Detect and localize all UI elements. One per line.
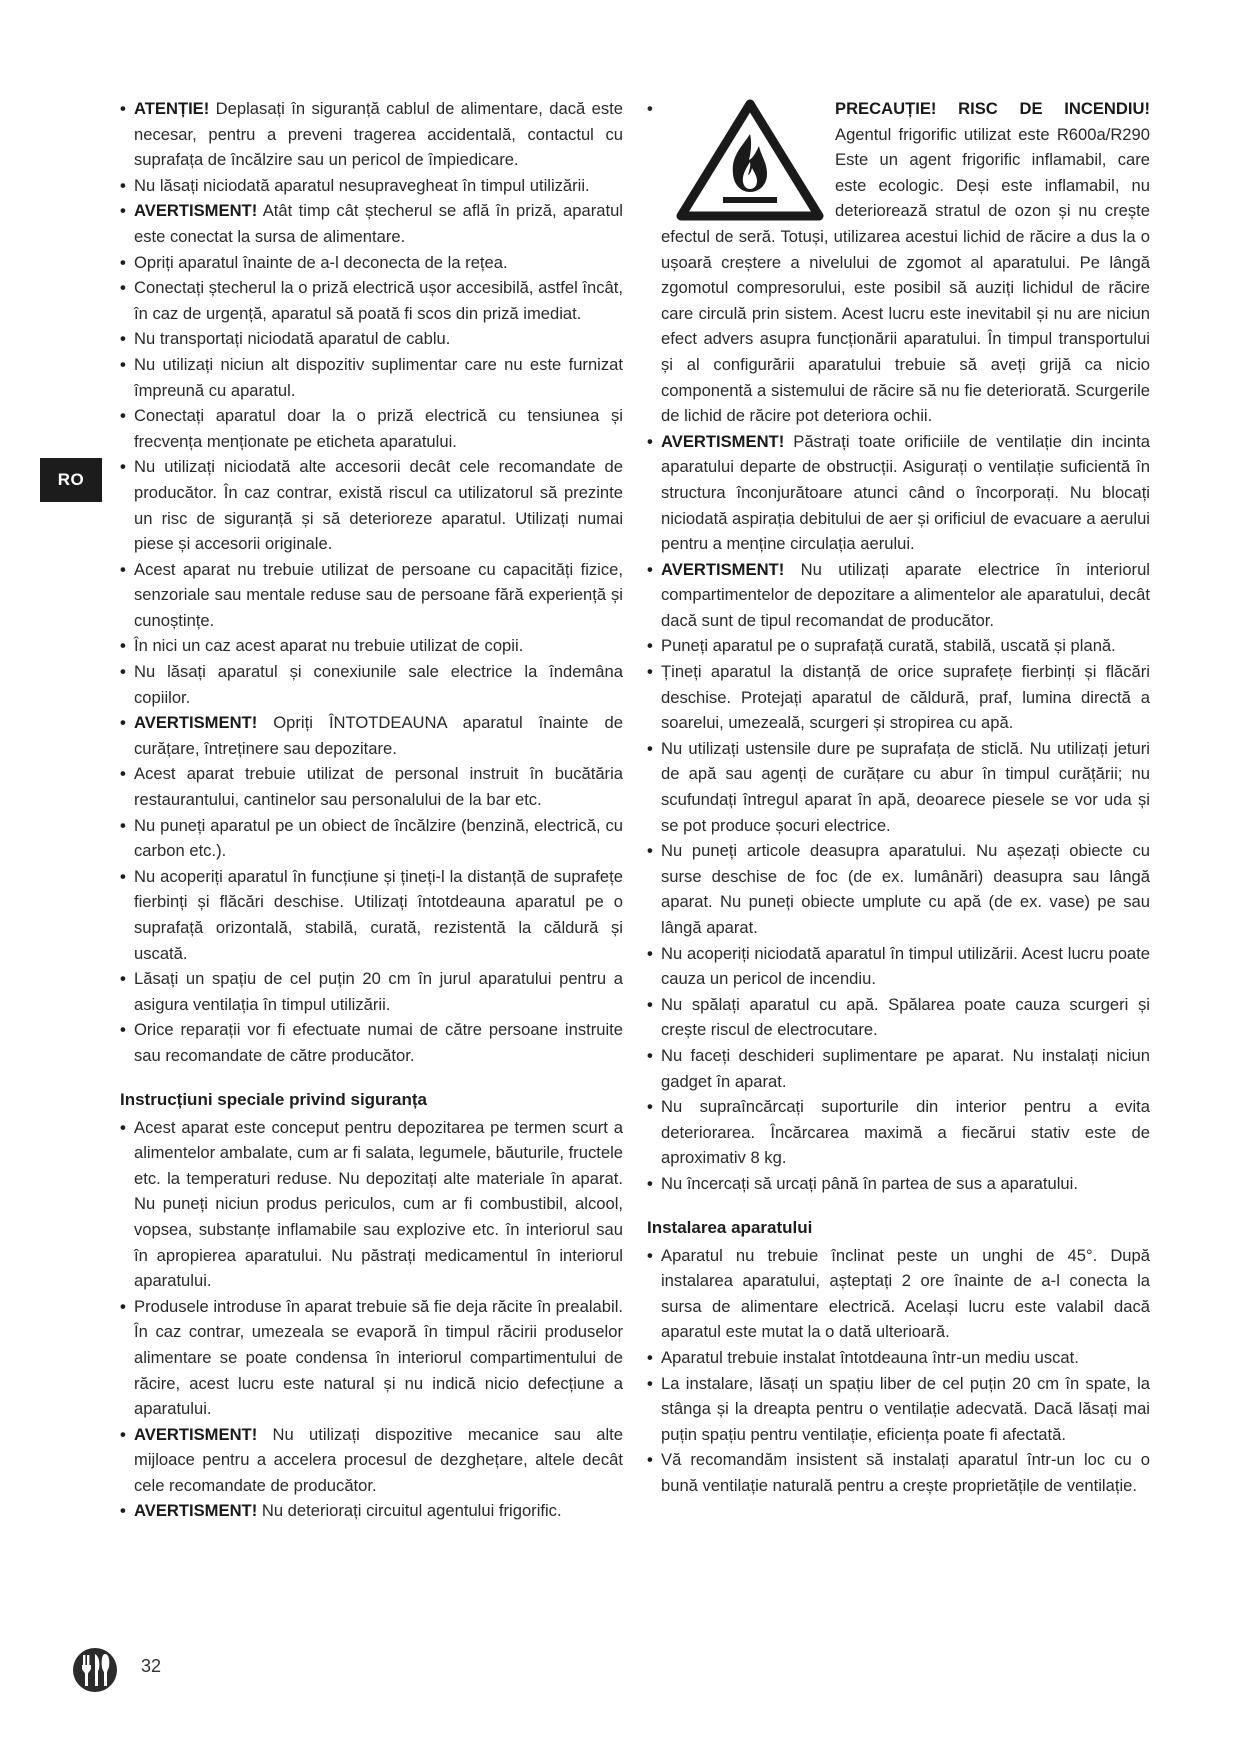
list-item: [120, 1294, 623, 1422]
special-instructions-heading: Instrucțiuni speciale privind siguranța: [120, 1089, 428, 1109]
list-item: [647, 941, 1150, 992]
list-item-text: Vă recomandăm insistent să instalați aparatul într-un loc cu o bună ventilație naturală pentru a crește proprietățile de ventilație.: [661, 1450, 1150, 1495]
right-safety-list: [647, 429, 1150, 1197]
list-item-text: Nu spălați aparatul cu apă. Spălarea poate cauza scurgeri și crește riscul de electrocutare.: [661, 994, 1150, 1040]
list-item: [647, 1043, 1150, 1094]
right-column: [647, 96, 1150, 1498]
page-number: 32: [141, 1656, 162, 1676]
list-item-text: În nici un caz acest aparat nu trebuie utilizat de copii.: [134, 636, 524, 656]
list-item: [120, 96, 623, 173]
list-item-text: Nu utilizați dispozitive mecanice sau alte mijloace pentru a accelera procesul de dezghețare, altele decât cele recomandate de producător.: [134, 1424, 623, 1495]
list-item: [120, 1498, 623, 1524]
left-column: [120, 96, 623, 1524]
list-item: [647, 1094, 1150, 1171]
list-item: [647, 429, 1150, 557]
list-item-text: Acest aparat este conceput pentru depozitarea pe termen scurt a alimentelor ambalate, cum ar fi salata, legumele, băuturile, fructele etc. la temperaturi reduse. Nu depozitați alte materiale în aparat. Nu puneți niciun produs periculos, cum ar fi combustibil, alcool, vopsea, substanțe inflamabile sau explozive etc. în interiorul sau în apropierea aparatului. Nu păstrați medicamentul în interiorul aparatului.: [134, 1117, 623, 1291]
special-instructions-list: [120, 1115, 623, 1525]
list-item-text: Nu acoperiți aparatul în funcțiune și țineți-l la distanță de suprafețe fierbinți și flăcări deschise. Utilizați întotdeauna aparatul pe o suprafață orizontală, stabilă, curată, rezistentă la căldură și uscată.: [134, 866, 623, 963]
list-item-text: Atât timp cât ștecherul se află în priză, aparatul este conectat la sursa de alimentare.: [134, 201, 623, 246]
list-item: [120, 633, 623, 659]
list-item-text: Conectați aparatul doar la o priză electrică cu tensiunea și frecvența menționate pe eticheta aparatului.: [134, 406, 623, 451]
installation-heading: Instalarea aparatului: [647, 1217, 813, 1237]
list-item: [120, 761, 623, 812]
warning-label: AVERTISMENT!: [134, 713, 258, 733]
list-item: [120, 966, 623, 1017]
list-item-text: Acest aparat trebuie utilizat de personal instruit în bucătăria restaurantului, cantinelor sau personalului de la bar etc.: [134, 764, 623, 810]
warning-label: AVERTISMENT!: [134, 201, 258, 221]
list-item-text: Nu lăsați aparatul și conexiunile sale electrice la îndemâna copiilor.: [134, 662, 623, 707]
list-item-text: La instalare, lăsați un spațiu liber de cel puțin 20 cm în spate, la stânga și la dreapta pentru o ventilație adecvată. Dacă lăsați mai puțin spațiu pentru ventilație, eficiența poate fi afectată.: [661, 1373, 1150, 1444]
list-item: [647, 557, 1150, 634]
list-item-text: Nu puneți aparatul pe un obiect de încălzire (benzină, electrică, cu carbon etc.).: [134, 815, 623, 861]
list-item: [120, 173, 623, 199]
fire-warning-item: [647, 96, 1150, 429]
installation-list: [647, 1243, 1150, 1499]
list-item: [120, 352, 623, 403]
language-tab: RO: [40, 458, 102, 502]
list-item-text: Nu utilizați niciun alt dispozitiv suplimentar care nu este furnizat împreună cu aparatul.: [134, 354, 623, 400]
list-item: [647, 1171, 1150, 1197]
list-item-text: Păstrați toate orificiile de ventilație din incinta aparatului departe de obstrucții. Asigurați o ventilație suficientă în structura înconjurătoare atunci când o încorporați. Nu blocați niciodată aspirația debitului de aer și orificiul de evacuare a aerului pentru a menține circulația aerului.: [661, 431, 1150, 554]
list-item: [120, 659, 623, 710]
list-item: [647, 992, 1150, 1043]
list-item-text: Nu lăsați niciodată aparatul nesupravegheat în timpul utilizării.: [134, 175, 590, 195]
fire-warning-text: Agentul frigorific utilizat este R600a/R290 Este un agent frigorific inflamabil, care este ecologic. Deși este inflamabil, nu deteriorează stratul de ozon și nu crește efectul de seră. Totuși, utilizarea acestui lichid de răcire a dus la o ușoară creștere a nivelului de zgomot al aparatului. Pe lângă zgomotul compresorului, este posibil să auziți lichidul de răcire care circulă prin sistem. Acest lucru este inevitabil și nu are niciun efect advers asupra funcționării aparatului. În timpul transportului și al configurării aparatului trebuie să aveți grijă ca nicio componentă a sistemului de răcire să nu fie deteriorată. Scurgerile de lichid de răcire pot deteriora ochii.: [661, 124, 1150, 426]
list-item: [120, 813, 623, 864]
list-item: [120, 198, 623, 249]
list-item: [120, 454, 623, 556]
warning-label: AVERTISMENT!: [134, 1501, 258, 1521]
list-item-text: Nu utilizați aparate electrice în interiorul compartimentelor de depozitare a alimentelor ale aparatului, decât dacă sunt de tipul recomandat de producător.: [661, 559, 1150, 630]
list-item: [647, 736, 1150, 838]
flammable-warning-icon: [675, 96, 825, 221]
list-item: [647, 1371, 1150, 1448]
list-item-text: Aparatul nu trebuie înclinat peste un unghi de 45°. După instalarea aparatului, așteptați 2 ore înainte de a-l conecta la sursa de alimentare electrică. Același lucru este valabil dacă aparatul este mutat la o dată ulterioară.: [661, 1245, 1150, 1342]
list-item: [120, 275, 623, 326]
list-item-text: Acest aparat nu trebuie utilizat de persoane cu capacități fizice, senzoriale sau mentale reduse sau de persoane fără experiență și cunoștințe.: [134, 559, 623, 630]
safety-list: [120, 96, 623, 1069]
list-item-text: Nu supraîncărcați suporturile din interior pentru a evita deteriorarea. Încărcarea maximă a fiecărui stativ este de aproximativ 8 kg.: [661, 1097, 1150, 1168]
list-item: [120, 1115, 623, 1294]
list-item-text: Nu utilizați ustensile dure pe suprafața de sticlă. Nu utilizați jeturi de apă sau agenți de curățare cu abur în timpul curățării; nu scufundați întregul aparat în apă, deoarece piesele se vor uda și se pot produce șocuri electrice.: [661, 738, 1150, 835]
list-item-text: Aparatul trebuie instalat întotdeauna într-un mediu uscat.: [661, 1347, 1079, 1367]
list-item-text: Opriți ÎNTOTDEAUNA aparatul înainte de curățare, întreținere sau depozitare.: [134, 713, 623, 758]
list-item-text: Puneți aparatul pe o suprafață curată, stabilă, uscată și plană.: [661, 636, 1116, 656]
list-item-text: Nu faceți deschideri suplimentare pe aparat. Nu instalați niciun gadget în aparat.: [661, 1045, 1150, 1091]
list-item: [647, 838, 1150, 940]
list-item-text: Deplasați în siguranță cablul de alimentare, dacă este necesar, pentru a preveni tragerea accidentală, contactul cu suprafața de încălzire sau un pericol de împiedicare.: [134, 99, 623, 170]
list-item: [120, 403, 623, 454]
list-item-text: Nu acoperiți niciodată aparatul în timpul utilizării. Acest lucru poate cauza un pericol de incendiu.: [661, 943, 1150, 989]
list-item-text: Produsele introduse în aparat trebuie să fie deja răcite în prealabil. În caz contrar, umezeala se evaporă în timpul răcirii produselor alimentare se poate condensa în interiorul compartimentului de răcire, acest lucru este natural și nu indică nicio defecțiune a aparatului.: [134, 1296, 623, 1419]
warning-label: ATENȚIE!: [134, 99, 210, 118]
list-item-text: Opriți aparatul înainte de a-l deconecta de la rețea.: [134, 252, 508, 272]
warning-label: AVERTISMENT!: [134, 1424, 258, 1444]
list-item-text: Nu transportați niciodată aparatul de cablu.: [134, 329, 451, 349]
list-item-text: Nu puneți articole deasupra aparatului. Nu așezați obiecte cu surse deschise de foc (de ex. lumânări) deasupra sau lângă aparat. Nu puneți obiecte umplute cu apă (de ex. vase) pe sau lângă aparat.: [661, 841, 1150, 937]
list-item-text: Nu deteriorați circuitul agentului frigorific.: [257, 1501, 562, 1521]
list-item-text: Conectați ștecherul la o priză electrică ușor accesibilă, astfel încât, în caz de urgență, aparatul să poată fi scos din priză imediat.: [134, 278, 623, 323]
warning-label: AVERTISMENT!: [661, 431, 785, 451]
warning-label: AVERTISMENT!: [661, 559, 785, 579]
list-item-text: Țineți aparatul la distanță de orice suprafețe fierbinți și flăcări deschise. Protejați aparatul de căldură, praf, lumina directă a soarelui, umezeală, scurgeri și stropirea cu apă.: [661, 662, 1150, 733]
list-item-text: Lăsați un spațiu de cel puțin 20 cm în jurul aparatului pentru a asigura ventilația în timpul utilizării.: [134, 969, 623, 1014]
list-item: [120, 864, 623, 966]
list-item: [647, 659, 1150, 736]
list-item-text: Nu utilizați niciodată alte accesorii decât cele recomandate de producător. În caz contrar, există riscul ca utilizatorul să prezinte un risc de siguranță și să deterioreze aparatul. Utilizați numai piese și accesorii originale.: [134, 457, 623, 554]
list-item: [120, 710, 623, 761]
fire-warning-title: PRECAUȚIE! RISC DE INCENDIU!: [835, 99, 1150, 118]
restaurant-cutlery-icon: [72, 1647, 118, 1693]
list-item: [120, 1422, 623, 1499]
list-item: [647, 1447, 1150, 1498]
list-item: [120, 557, 623, 634]
list-item: [120, 326, 623, 352]
list-item: [120, 250, 623, 276]
list-item: [647, 1345, 1150, 1371]
list-item: [120, 1017, 623, 1068]
list-item-text: Nu încercați să urcați până în partea de sus a aparatului.: [661, 1173, 1078, 1193]
list-item: [647, 633, 1150, 659]
list-item: [647, 1243, 1150, 1345]
list-item-text: Orice reparații vor fi efectuate numai de către persoane instruite sau recomandate de către producător.: [134, 1020, 623, 1065]
